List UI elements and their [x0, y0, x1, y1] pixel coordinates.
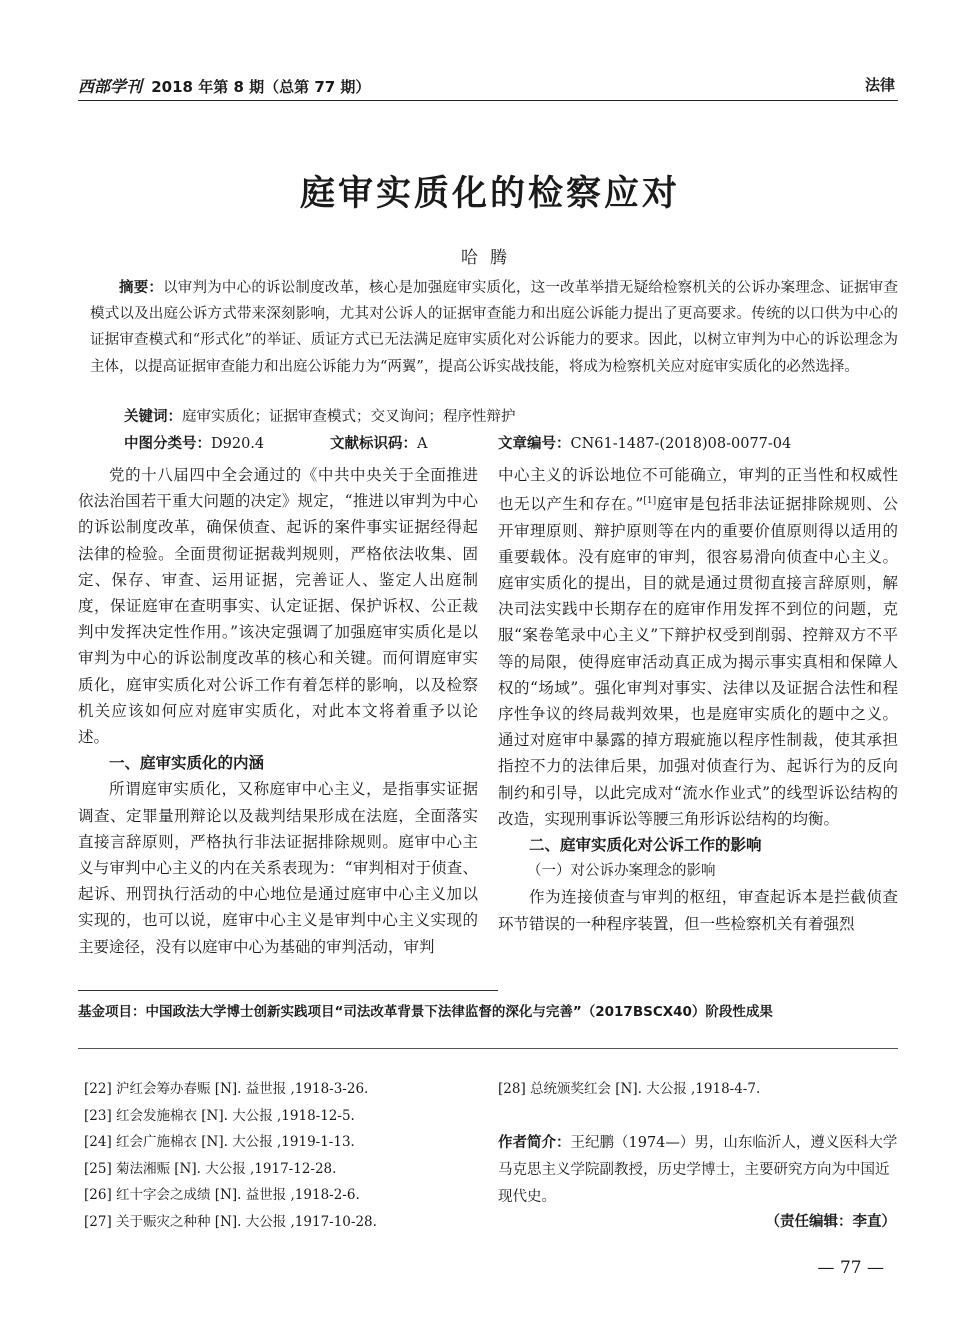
- body-text: 庭审是包括非法证据排除规则、公开审理原则、辩护原则等在内的重要价值原则得以适用的重要载体。没有庭审的审判，很容易滑向侦查中心主义。庭审实质化的提出，目的就是通过贯彻直接言辞原则，解决司法实践中长期存在的庭审作用发挥不到位的问题，克服“案卷笔录中心主义”下辩护权受到削弱、控辩双方不平等的局限，使得庭审活动真正成为揭示事实真相和保障人权的“场域”。强化审判对事实、法律以及证据合法性和程序性争议的终局裁判效果，也是庭审实质化的题中之义。通过对庭审中暴露的掉方瑕疵施以程序性制裁，使其承担指控不力的法律后果，加强对侦查行为、起诉行为的反向制约和引导，以此完成对“流水作业式”的线型诉讼结构的改造，实现刑事诉讼等腰三角形诉讼结构的均衡。: [498, 495, 898, 828]
- reference-item: [25] 菊法湘赈 [N]. 大公报 ,1917-12-28.: [84, 1160, 337, 1177]
- body-column-right: [498, 462, 898, 937]
- references-right: [498, 1076, 898, 1103]
- reference-item: [24] 红会广施棉衣 [N]. 大公报 ,1919-1-13.: [84, 1134, 355, 1150]
- fund-note: [78, 1000, 908, 1020]
- keywords-label: 关键词：: [124, 409, 182, 425]
- keywords: [124, 405, 516, 426]
- body-paragraph: [498, 462, 898, 832]
- responsible-editor: （责任编辑：李直）: [765, 1214, 896, 1230]
- body-paragraph: 作为连接侦查与审判的枢纽，审查起诉本是拦截侦查环节错误的一种程序装置，但一些检察机关有着强烈: [498, 888, 898, 933]
- body-column-left: [78, 462, 478, 960]
- body-paragraph: 党的十八届四中全会通过的《中共中央关于全面推进依法治国若干重大问题的决定》规定，“推进以审判为中心的诉讼制度改革，确保侦查、起诉的案件事实证据经得起法律的检验。全面贯彻证据裁判规则，严格依法收集、固定、保存、审查、运用证据，完善证人、鉴定人出庭制度，保证庭审在查明事实、认定证据、保护诉权、公正裁判中发挥决定性作用。”该决定强调了加强庭审实质化是以审判为中心的诉讼制度改革的核心和关键。而何谓庭审实质化，庭审实质化对公诉工作有着怎样的影响，以及检察机关应该如何应对庭审实质化，对此本文将着重予以论述。: [78, 466, 478, 747]
- doc-code-label: 文献标识码：: [330, 436, 417, 452]
- section-heading-1: 一、庭审实质化的内涵: [109, 754, 265, 773]
- article-number-value: CN61-1487-(2018)08-0077-04: [570, 436, 792, 452]
- reference-item: [26] 红十字会之成绩 [N]. 益世报 ,1918-2-6.: [84, 1187, 360, 1203]
- footnote-divider: [78, 990, 498, 991]
- section-divider: [78, 1048, 898, 1049]
- section-heading-2: 二、庭审实质化对公诉工作的影响: [529, 836, 762, 854]
- clc-value: D920.4: [211, 436, 265, 452]
- subsection-heading: （一）对公诉办案理念的影响: [527, 863, 716, 880]
- abstract-text: 以审判为中心的诉讼制度改革，核心是加强庭审实质化，这一改革举措无疑给检察机关的公诉办案理念、证据审查模式以及出庭公诉方式带来深刻影响，尤其对公诉人的证据审查能力和出庭公诉能力提出了更高要求。传统的以口供为中心的证据审查模式和“形式化”的举证、质证方式已无法满足庭审实质化对公诉能力的要求。因此，以树立审判为中心的诉讼理念为主体，以提高证据审查能力和出庭公诉能力为“两翼”，提高公诉实战技能，将成为检察机关应对庭审实质化的必然选择。: [90, 280, 898, 375]
- article-title: 庭审实质化的检察应对: [299, 173, 680, 214]
- article-number-label: 文章编号：: [498, 436, 571, 452]
- references-left: [84, 1076, 484, 1235]
- reference-item: [28] 总统颁奖红会 [N]. 大公报 ,1918-4-7.: [498, 1081, 761, 1097]
- fund-text: 中国政法大学博士创新实践项目“司法改革背景下法律监督的深化与完善”（2017BSCX40）阶段性成果: [145, 1004, 773, 1020]
- author-bio-label: 作者简介：: [498, 1135, 571, 1151]
- body-text: 中心主义的诉讼地位不可能确立，审判的正当性和权威性也无以产生和存在。”: [498, 466, 898, 514]
- header-divider: [78, 100, 898, 101]
- abstract: [90, 275, 898, 380]
- reference-item: [27] 关于赈灾之种种 [N]. 大公报 ,1917-10-28.: [84, 1213, 377, 1230]
- page-number: — 77 —: [817, 1258, 884, 1278]
- fund-label: 基金项目：: [78, 1004, 146, 1020]
- author-bio: [498, 1130, 898, 1211]
- clc-number: [124, 432, 264, 453]
- author-bio-text: 王纪鹏（1974—）男，山东临沂人，遵义医科大学马克思主义学院副教授，历史学博士，主要研究方向为中国近现代史。: [498, 1135, 898, 1205]
- document-code: [330, 432, 427, 453]
- article-author: 哈腾: [461, 248, 519, 268]
- journal-header: [78, 74, 370, 97]
- article-number: [498, 432, 791, 453]
- abstract-label: 摘要：: [119, 280, 164, 296]
- reference-item: [22] 沪红会筹办春赈 [N]. 益世报 ,1918-3-26.: [84, 1081, 369, 1097]
- reference-item: [23] 红会发施棉衣 [N]. 大公报 ,1918-12-5.: [84, 1107, 355, 1124]
- issue-info: 2018 年第 8 期（总第 77 期）: [151, 78, 371, 96]
- citation-marker: [1]: [643, 496, 657, 507]
- body-paragraph: 所谓庭审实质化，又称庭审中心主义，是指事实证据调查、定罪量刑辩论以及裁判结果形成在法庭，全面落实直接言辞原则，严格执行非法证据排除规则。庭审中心主义与审判中心主义的内在关系表现为：“审判相对于侦查、起诉、刑罚执行活动的中心地位是通过庭审中心主义加以实现的，也可以说，庭审中心主义是审判中心主义实现的主要途径，没有以庭审中心为基础的审判活动，审判: [78, 780, 478, 956]
- clc-label: 中图分类号：: [124, 436, 211, 452]
- section-label: 法律: [864, 76, 895, 94]
- keywords-text: 庭审实质化；证据审查模式；交叉询问；程序性辩护: [182, 409, 516, 425]
- doc-code-value: A: [417, 436, 428, 452]
- journal-logo: 西部学刊: [78, 77, 143, 96]
